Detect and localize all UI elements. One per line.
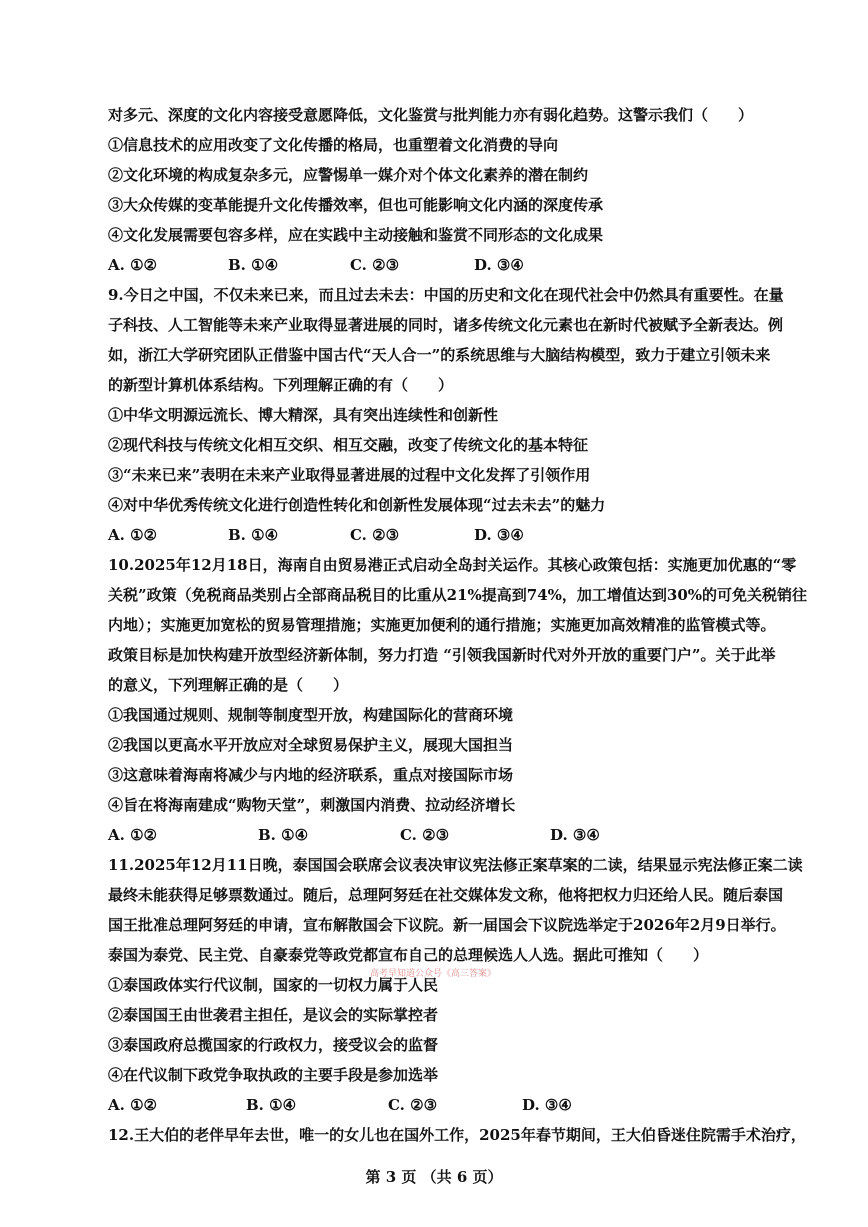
q9-stem-line-3: 如，浙江大学研究团队正借鉴中国古代“天人合一”的系统思维与大脑结构模型，致力于建立引领未来 bbox=[108, 346, 771, 364]
q11-stem-line-3: 国王批准总理阿努廷的申请，宣布解散国会下议院。新一届国会下议院选举定于2026年2月9日举行。 bbox=[108, 916, 786, 934]
q8-option-b: B. ①④ bbox=[228, 256, 279, 274]
page-content bbox=[108, 100, 814, 1150]
q9-stem-line-4: 的新型计算机体系结构。下列理解正确的有（ ） bbox=[108, 376, 454, 394]
q9-statement-4: ④对中华优秀传统文化进行创造性转化和创新性发展体现“过去未去”的魅力 bbox=[108, 496, 606, 514]
q10-option-b: B. ①④ bbox=[258, 826, 309, 844]
q9-stem-line-1: 9.今日之中国，不仅未来已来，而且过去未去：中国的历史和文化在现代社会中仍然具有重要性。在量 bbox=[108, 286, 784, 304]
q11-statement-4: ④在代议制下政党争取执政的主要手段是参加选举 bbox=[108, 1066, 439, 1084]
q9-options bbox=[108, 520, 814, 550]
q9-statement-1: ①中华文明源远流长、博大精深，具有突出连续性和创新性 bbox=[108, 406, 499, 424]
q10-stem-line-4: 政策目标是加快构建开放型经济新体制，努力打造 “引领我国新时代对外开放的重要门户”。关于此举 bbox=[108, 646, 776, 664]
q8-statement-4: ④文化发展需要包容多样，应在实践中主动接触和鉴赏不同形态的文化成果 bbox=[108, 226, 604, 244]
q11-statement-1: ①泰国政体实行代议制，国家的一切权力属于人民 bbox=[108, 976, 439, 994]
q8-options bbox=[108, 250, 814, 280]
q10-stem-line-5: 的意义，下列理解正确的是（ ） bbox=[108, 676, 349, 694]
q11-option-c: C. ②③ bbox=[388, 1096, 438, 1114]
q10-stem-line-1: 10.2025年12月18日，海南自由贸易港正式启动全岛封关运作。其核心政策包括：实施更加优惠的“零 bbox=[108, 556, 797, 574]
q10-options bbox=[108, 820, 814, 850]
q11-option-b: B. ①④ bbox=[246, 1096, 297, 1114]
page-footer: 第 3 页 （共 6 页） bbox=[365, 1168, 503, 1186]
q8-statement-3: ③大众传媒的变革能提升文化传播效率，但也可能影响文化内涵的深度传承 bbox=[108, 196, 604, 214]
watermark-text: 高考早知道公众号《高三答案》 bbox=[370, 969, 497, 979]
q11-stem-line-4: 泰国为泰党、民主党、自豪泰党等政党都宣布自己的总理候选人人选。据此可推知（ ） bbox=[108, 946, 709, 964]
q10-statement-1: ①我国通过规则、规制等制度型开放，构建国际化的营商环境 bbox=[108, 706, 514, 724]
q9-option-c: C. ②③ bbox=[350, 526, 400, 544]
q11-stem-line-2: 最终未能获得足够票数通过。随后，总理阿努廷在社交媒体发文称，他将把权力归还给人民。随后泰国 bbox=[108, 886, 784, 904]
q10-option-a: A. ①② bbox=[108, 826, 157, 844]
q11-option-d: D. ③④ bbox=[522, 1096, 572, 1114]
q8-option-a: A. ①② bbox=[108, 256, 157, 274]
q10-stem-line-3: 内地）；实施更加宽松的贸易管理措施；实施更加便利的通行措施；实施更加高效精准的监管模式等。 bbox=[108, 616, 776, 634]
q10-statement-2: ②我国以更高水平开放应对全球贸易保护主义，展现大国担当 bbox=[108, 736, 514, 754]
q9-option-a: A. ①② bbox=[108, 526, 157, 544]
q10-option-d: D. ③④ bbox=[550, 826, 600, 844]
q10-statement-4: ④旨在将海南建成“购物天堂”，刺激国内消费、拉动经济增长 bbox=[108, 796, 516, 814]
q10-option-c: C. ②③ bbox=[400, 826, 450, 844]
q11-statement-2: ②泰国国王由世袭君主担任，是议会的实际掌控者 bbox=[108, 1006, 439, 1024]
q8-statement-1: ①信息技术的应用改变了文化传播的格局，也重塑着文化消费的导向 bbox=[108, 136, 559, 154]
q9-stem-line-2: 子科技、人工智能等未来产业取得显著进展的同时，诸多传统文化元素也在新时代被赋予全新表达。例 bbox=[108, 316, 784, 334]
q9-option-d: D. ③④ bbox=[474, 526, 524, 544]
q9-statement-2: ②现代科技与传统文化相互交织、相互交融，改变了传统文化的基本特征 bbox=[108, 436, 589, 454]
q11-option-a: A. ①② bbox=[108, 1096, 157, 1114]
q11-stem-line-1: 11.2025年12月11日晚，泰国国会联席会议表决审议宪法修正案草案的二读，结果显示宪法修正案二读 bbox=[108, 856, 803, 874]
q9-statement-3: ③“未来已来”表明在未来产业取得显著进展的过程中文化发挥了引领作用 bbox=[108, 466, 591, 484]
q8-option-d: D. ③④ bbox=[474, 256, 524, 274]
q10-statement-3: ③这意味着海南将减少与内地的经济联系，重点对接国际市场 bbox=[108, 766, 514, 784]
q9-option-b: B. ①④ bbox=[228, 526, 279, 544]
q8-option-c: C. ②③ bbox=[350, 256, 400, 274]
q8-statement-2: ②文化环境的构成复杂多元，应警惕单一媒介对个体文化素养的潜在制约 bbox=[108, 166, 589, 184]
q12-stem-line-1: 12.王大伯的老伴早年去世，唯一的女儿也在国外工作，2025年春节期间，王大伯昏迷住院需手术治疗， bbox=[108, 1126, 806, 1144]
q11-statement-3: ③泰国政府总揽国家的行政权力，接受议会的监督 bbox=[108, 1036, 439, 1054]
q10-stem-line-2: 关税”政策（免税商品类别占全部商品税目的比重从21%提高到74%，加工增值达到30%的可免关税销往 bbox=[108, 586, 808, 604]
q8-stem-line: 对多元、深度的文化内容接受意愿降低，文化鉴赏与批判能力亦有弱化趋势。这警示我们（ ） bbox=[108, 106, 754, 124]
q11-options bbox=[108, 1090, 814, 1120]
